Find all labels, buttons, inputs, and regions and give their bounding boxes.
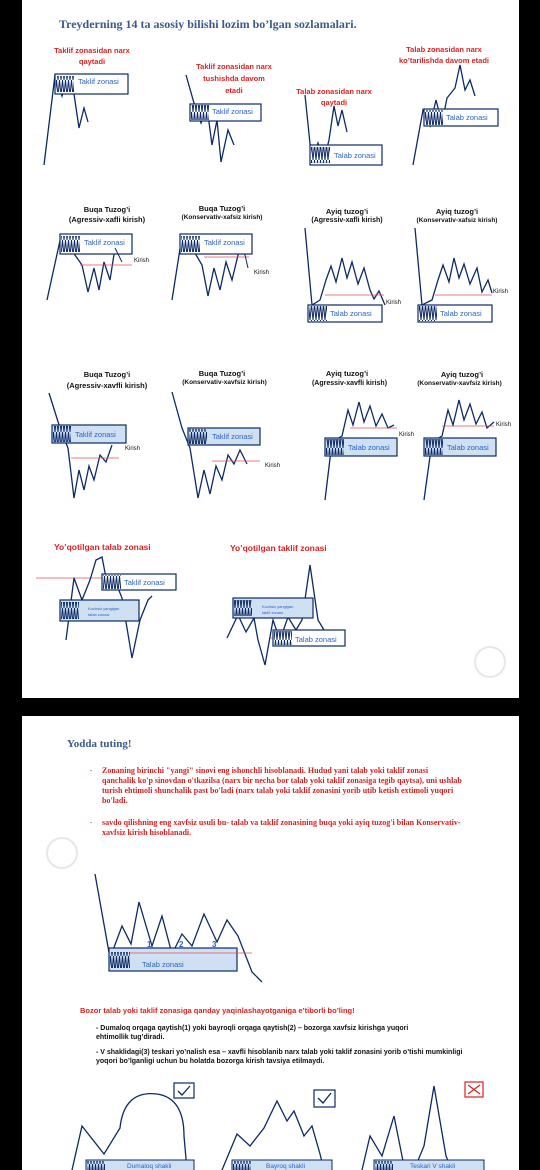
svg-text:Kirish: Kirish [265,463,281,469]
svg-text:Talab zonasi: Talab zonasi [142,960,184,969]
diagram-lost-supply [227,565,345,665]
diagram-lost-demand [36,557,176,658]
svg-text:Taklif zonasi: Taklif zonasi [212,432,253,441]
svg-text:Talab zonasi: Talab zonasi [330,309,372,318]
reminder-heading: Yodda tuting! [67,738,132,750]
weak-supply-label-2: taklif zonasi [262,610,283,615]
diagram-r2-c1 [47,234,149,300]
setup-diagrams [22,0,519,698]
approach-shapes [22,716,519,1170]
bullet-dash-2: - [90,820,93,827]
diagram-r3-c4 [424,400,511,500]
diagram-r3-c3 [325,402,414,500]
label-r1-c2: Taklif zonasidan narx tushishda davom etadi [196,62,272,95]
approach-bullet-2: - V shaklidagi(3) teskari yo’nalish esa – xavfli hisoblanib narx talab yoki taklif zonasini yorib o’tishi mumkinligi yoqori bo’lganligi uchun bu holatda bozorga kirish tavsiya etilmaydi. [96,1049,463,1065]
label-r2-c2-b: (Konservativ-xafsiz kirish) [181,214,263,221]
reminder-note-2: savdo qilishning eng xavfsiz usuli bu- talab va taklif zonasining buqa yoki ayiq tuzog'i bilan Konservativ-xavfsiz kirish hisoblanadi. [102,818,461,837]
label-r3-c3-a: Ayiq tuzog’i [325,369,369,378]
page-title: Treyderning 14 ta asosiy bilishi lozim bo’lgan sozlamalari. [59,17,357,31]
approach-bullet-1: - Dumaloq orqaga qaytish(1) yoki bayroqli orqaga qaytish(2) – bozorga xavfsiz kirishga yuqori ehtimollik tug’diradi. [96,1025,409,1041]
svg-text:Taklif zonasi: Taklif zonasi [124,578,165,587]
svg-text:Kirish: Kirish [496,422,512,428]
label-r2-c1-a: Buqa Tuzog’i [83,205,131,214]
flag-shape [222,1090,335,1170]
supply-zone-label: Taklif zonasi [78,77,119,86]
svg-text:Talab zonasi: Talab zonasi [447,443,489,452]
label-r1-c1: Taklif zonasidan narx qaytadi [54,46,130,66]
svg-text:Kirish: Kirish [399,432,415,438]
check-icon-box [174,1083,194,1098]
label-r1-c3: Talab zonasidan narx qaytadi [296,87,372,107]
svg-text:Kirish: Kirish [134,258,150,264]
rounded-shape [72,1083,194,1170]
label-r1-c4: Talab zonasidan narx ko’tarilishda davom etadi [398,45,490,65]
test-label-3: 3 [212,940,217,949]
svg-text:Talab zonasi: Talab zonasi [446,113,488,122]
weak-supply-label-1: Kuchsiz yangigan [262,604,294,609]
svg-text:Talab zonasi: Talab zonasi [295,635,337,644]
diagram-r2-c3 [305,228,401,322]
svg-text:Taklif zonasi: Taklif zonasi [75,430,116,439]
svg-text:Talab zonasi: Talab zonasi [440,309,482,318]
page-1 [22,0,519,698]
diagram-r1-c3 [305,95,382,165]
v-shape [362,1082,484,1170]
label-r2-c4-b: (Konservativ-xafsiz kirish) [416,217,498,224]
check-icon-box [314,1090,335,1107]
bullet-dash-1: - [90,768,93,775]
label-r3-c1-b: (Agressiv-xavfli kirish) [66,381,148,390]
label-r3-c4-b: (Konservativ-xavfsiz kirish) [417,380,502,387]
svg-text:Kirish: Kirish [125,446,141,452]
weak-demand-label-2: talab zonasi [88,612,110,617]
label-r3-c1-a: Buqa Tuzog’i [83,370,131,379]
svg-text:Talab zonasi: Talab zonasi [334,151,376,160]
label-r2-c1-b: (Agressiv-xafli kirish) [68,215,146,224]
svg-text:Kirish: Kirish [493,289,509,295]
page-2 [22,716,519,1170]
diagram-r2-c4 [415,228,508,322]
label-r2-c3-a: Ayiq tuzog’i [325,207,369,216]
diagram-r1-c1 [44,74,128,165]
svg-text:Kirish: Kirish [386,300,402,306]
label-r2-c3-b: (Agressiv-xafli kirish) [311,217,383,224]
diagram-r3-c1 [49,393,140,498]
svg-text:Taklif zonasi: Taklif zonasi [204,238,245,247]
diagram-r1-c4 [413,65,498,165]
svg-text:Talab zonasi: Talab zonasi [348,443,390,452]
shape-3-label: Teskari V shakli [410,1163,456,1170]
label-r3-c2-b: (Konservativ-xavfsiz kirish) [182,379,267,386]
shape-2-label: Bayroq shakli [266,1163,306,1170]
weak-demand-label-1: Kuchsiz yangigan [88,606,120,611]
diagram-r1-c2 [186,75,261,162]
shape-1-label: Dumaloq shakli [127,1163,172,1170]
label-r2-c2-a: Buqa Tuzog’i [198,204,246,213]
label-r3-c4-a: Ayiq tuzog’i [440,370,484,379]
label-r3-c2-a: Buqa Tuzog’i [198,369,246,378]
test-label-2: 2 [179,940,184,949]
label-r4-c1: Yo’qotilgan talab zonasi [54,542,151,552]
reminder-note-1: Zonaning birinchi "yangi" sinovi eng ishonchli hisoblanadi. Hudud yani talab yoki taklif zonasi qanchalik ko'p sinovdan o'tkazilsa (narx bir necha bor talab yoki taklif zonasiga tegib qaytsa), uni ushlab turish ehtimoli shunchalik past bo'ladi (narx talab yoki taklif zonasini yorib utib ketish extimoli yuqori bo'ladi. [102,766,462,805]
label-r2-c4-a: Ayiq tuzog’i [435,207,479,216]
svg-text:Kirish: Kirish [254,270,270,276]
page-decoration-circle [474,646,506,678]
test-label-1: 1 [147,940,152,949]
diagram-r2-c2 [172,234,269,300]
svg-text:Taklif zonasi: Taklif zonasi [84,238,125,247]
diagram-r3-c2 [172,392,280,498]
approach-title: Bozor talab yoki taklif zonasiga qanday yaqinlashayotganiga e’tiborli bo’ling! [80,1006,355,1015]
svg-text:Taklif zonasi: Taklif zonasi [212,107,253,116]
label-r4-c2: Yo’qotilgan taklif zonasi [230,543,327,553]
label-r3-c3-b: (Agressiv-xavfli kirish) [311,380,388,387]
